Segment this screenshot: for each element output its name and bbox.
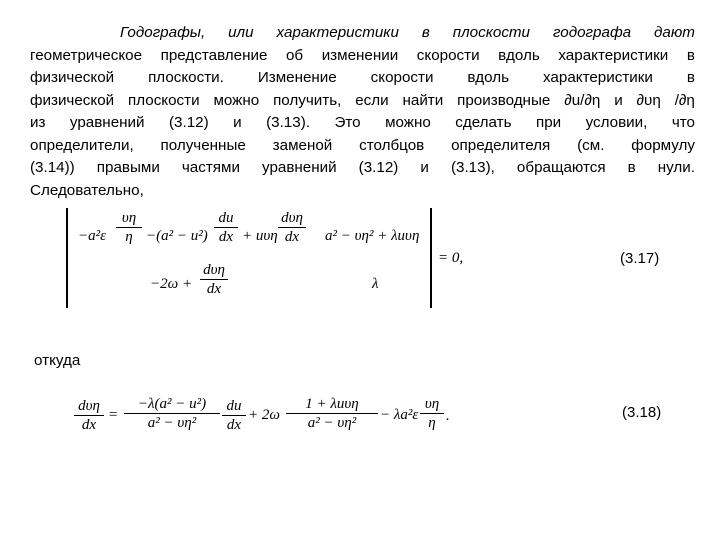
word: Годографы, [120,24,206,41]
eq317-term-a: −a²ε [78,228,107,244]
word: найти [402,91,444,109]
word: в [686,46,695,64]
word: получить, [273,91,342,109]
eq318-equals: = [108,407,119,423]
word: можно [385,114,431,131]
word: в [421,24,430,41]
eq317-frac-du-dx: du dx [214,210,238,245]
word: условии, [585,114,648,131]
word: /∂η [674,91,695,109]
paragraph-line [30,90,695,113]
word: ∂u/∂η [564,91,601,109]
word: определители, [30,136,134,154]
eq318-frac-du-dx: du dx [222,398,246,433]
eq318-lhs-frac: dυη dx [74,398,104,433]
word: и [233,114,242,131]
eq317-row2-term: −2ω + [150,276,193,292]
paragraph-line [30,180,695,203]
paragraph [30,22,695,202]
determinant-left-bar [66,208,68,308]
word: в [627,159,636,176]
word: при [535,114,562,131]
word: (3.12) [168,114,209,131]
word: вдоль [498,46,540,64]
word: Следовательно, [30,181,144,199]
word: вдоль [467,69,510,86]
word: сделать [455,114,512,131]
eq317-rhs: = 0, [438,250,464,266]
word: физической [30,91,115,109]
paragraph-line [30,67,695,90]
word: из [30,114,46,131]
word: столбцов [359,136,425,154]
eq318-plus-2-omega: + 2ω [248,407,280,423]
word: плоскости [128,91,200,109]
eq317-term-c: + uυη [242,228,278,244]
word: если [355,91,389,109]
paragraph-line [30,135,695,158]
word: плоскости. [148,69,224,86]
word: (см. [577,136,605,154]
eq317-lambda: λ [372,276,379,292]
word: нули. [657,159,695,176]
equation-number-3-17: (3.17) [620,250,660,267]
word: дают [654,24,695,41]
word: частями [181,159,240,176]
eq317-term-b: −(a² − u²) [146,228,208,244]
paragraph-line [30,157,695,180]
word: об [285,46,304,64]
paragraph-line [30,112,695,135]
equation-number-3-18: (3.18) [622,404,662,421]
eq317-frac-dv-dx: dυη dx [278,210,306,245]
word: можно [213,91,260,109]
otkuda-word: откуда [34,352,81,369]
word: скорости [370,69,434,86]
word: и [614,91,623,109]
eq318-period: . [446,408,450,424]
word: представление [160,46,268,64]
paragraph-line [30,45,695,68]
word: плоскости [452,24,531,41]
word: Это [334,114,361,131]
word: уравнений [69,114,145,131]
eq318-frac-1: −λ(a² − u²) a² − υη² [124,396,220,431]
word: определителя [451,136,551,154]
word: характеристики [558,46,669,64]
word: правыми [96,159,160,176]
word: и [420,159,429,176]
word: годографа [552,24,632,41]
determinant-right-bar [430,208,432,308]
word: производные [457,91,551,109]
word: физической [30,69,115,86]
word: формулу [631,136,695,154]
eq317-row2-frac: dυη dx [200,262,228,297]
word: или [228,24,254,41]
eq318-minus-term: − λa²ε [380,407,419,423]
eq317-frac-v-eta: υη η [116,210,142,245]
eq318-frac-3: υη η [420,396,444,431]
word: геометрическое [30,46,143,64]
word: характеристики [276,24,399,41]
word: обращаются [516,159,606,176]
word: изменении [321,46,399,64]
word: (3.12) [358,159,399,176]
eq318-frac-2: 1 + λuυη a² − υη² [286,396,378,431]
word: характеристики [543,69,653,86]
word: уравнений [262,159,337,176]
word: (3.13). [266,114,310,131]
word: ∂υη [636,91,661,109]
word: Изменение [257,69,337,86]
word: скорости [416,46,480,64]
paragraph-line [30,22,695,45]
word: заменой [272,136,333,154]
word: (3.13), [450,159,495,176]
word: что [671,114,695,131]
word: (3.14)) [30,159,75,176]
eq317-term-d: a² − υη² + λuυη [325,228,420,244]
word: в [686,69,695,86]
word: полученные [160,136,246,154]
